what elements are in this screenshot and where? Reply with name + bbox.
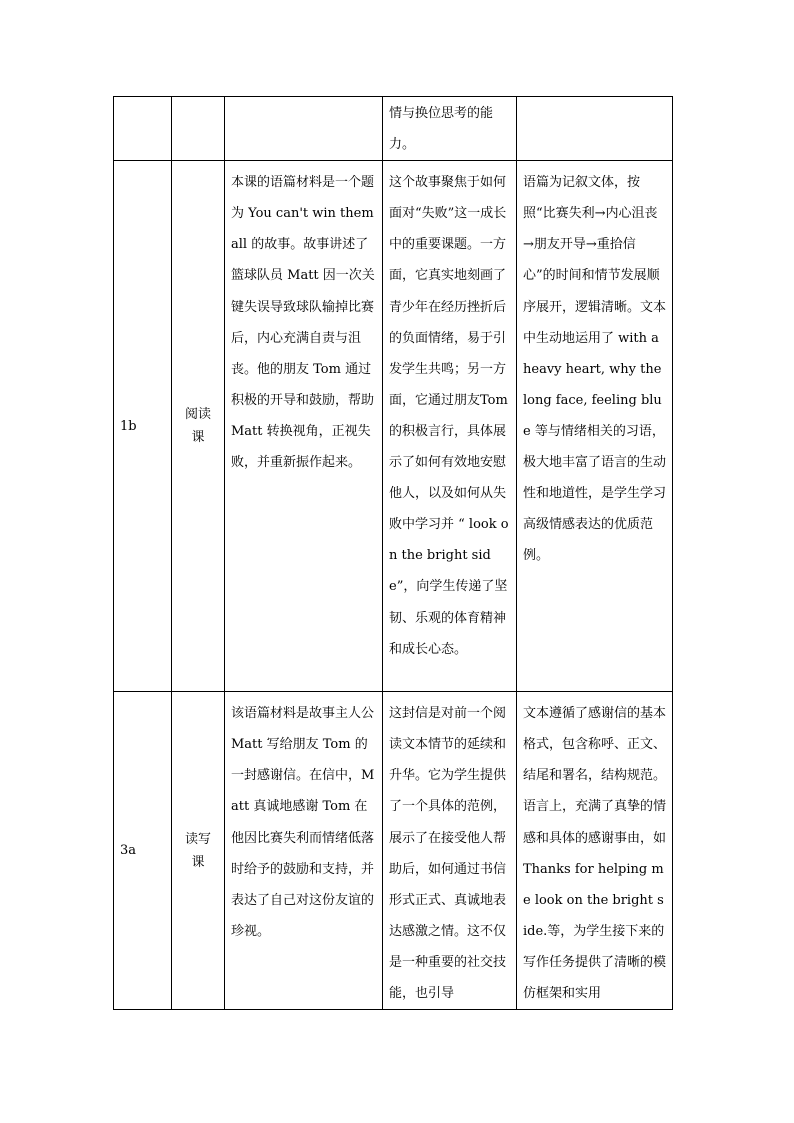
lesson-type-cell <box>172 692 225 1010</box>
unit-cell <box>114 97 172 161</box>
table-row-3a <box>114 692 673 1010</box>
lesson-type-cell <box>172 161 225 692</box>
lesson-type-text: 读写课 <box>184 831 211 870</box>
lesson-analysis-table <box>113 96 673 1010</box>
table-row-1b <box>114 161 673 692</box>
lesson-type-cell <box>172 97 225 161</box>
value-cell: 这封信是对前一个阅读文本情节的延续和升华。它为学生提供了一个具体的范例，展示了在接受他人帮助后，如何通过书信形式正式、真诚地表达感激之情。这不仅是一种重要的社交技能，也引导 <box>383 692 517 1010</box>
table-row-continued <box>114 97 673 161</box>
material-cell <box>225 97 383 161</box>
value-cell: 情与换位思考的能力。 <box>383 97 517 161</box>
features-cell <box>517 97 673 161</box>
value-cell: 这个故事聚焦于如何面对“失败”这一成长中的重要课题。一方面，它真实地刻画了青少年在经历挫折后的负面情绪，易于引发学生共鸣；另一方面，它通过朋友Tom的积极言行，具体展示了如何有效地安慰他人，以及如何从失败中学习并 “ look on the bright side”，向学生传递了坚韧、乐观的体育精神和成长心态。 <box>383 161 517 692</box>
lesson-type-text: 阅读课 <box>184 407 211 446</box>
unit-cell: 3a <box>114 692 172 1010</box>
unit-cell: 1b <box>114 161 172 692</box>
material-cell: 该语篇材料是故事主人公 Matt 写给朋友 Tom 的一封感谢信。在信中，Matt 真诚地感谢 Tom 在他因比赛失利而情绪低落时给予的鼓励和支持，并表达了自己对这份友谊的珍视。 <box>225 692 383 1010</box>
features-cell: 语篇为记叙文体，按照“比赛失利→内心沮丧→朋友开导→重拾信心”的时间和情节发展顺序展开，逻辑清晰。文本中生动地运用了 with a heavy heart, why the long face, feeling blue 等与情绪相关的习语，极大地丰富了语言的生动性和地道性，是学生学习高级情感表达的优质范例。 <box>517 161 673 692</box>
material-cell: 本课的语篇材料是一个题为 You can't win them all 的故事。故事讲述了篮球队员 Matt 因一次关键失误导致球队输掉比赛后，内心充满自责与沮丧。他的朋友 Tom 通过积极的开导和鼓励，帮助 Matt 转换视角，正视失败，并重新振作起来。 <box>225 161 383 692</box>
features-cell: 文本遵循了感谢信的基本格式，包含称呼、正文、结尾和署名，结构规范。语言上，充满了真挚的情感和具体的感谢事由，如 Thanks for helping me look on the bright side.等，为学生接下来的写作任务提供了清晰的模仿框架和实用 <box>517 692 673 1010</box>
